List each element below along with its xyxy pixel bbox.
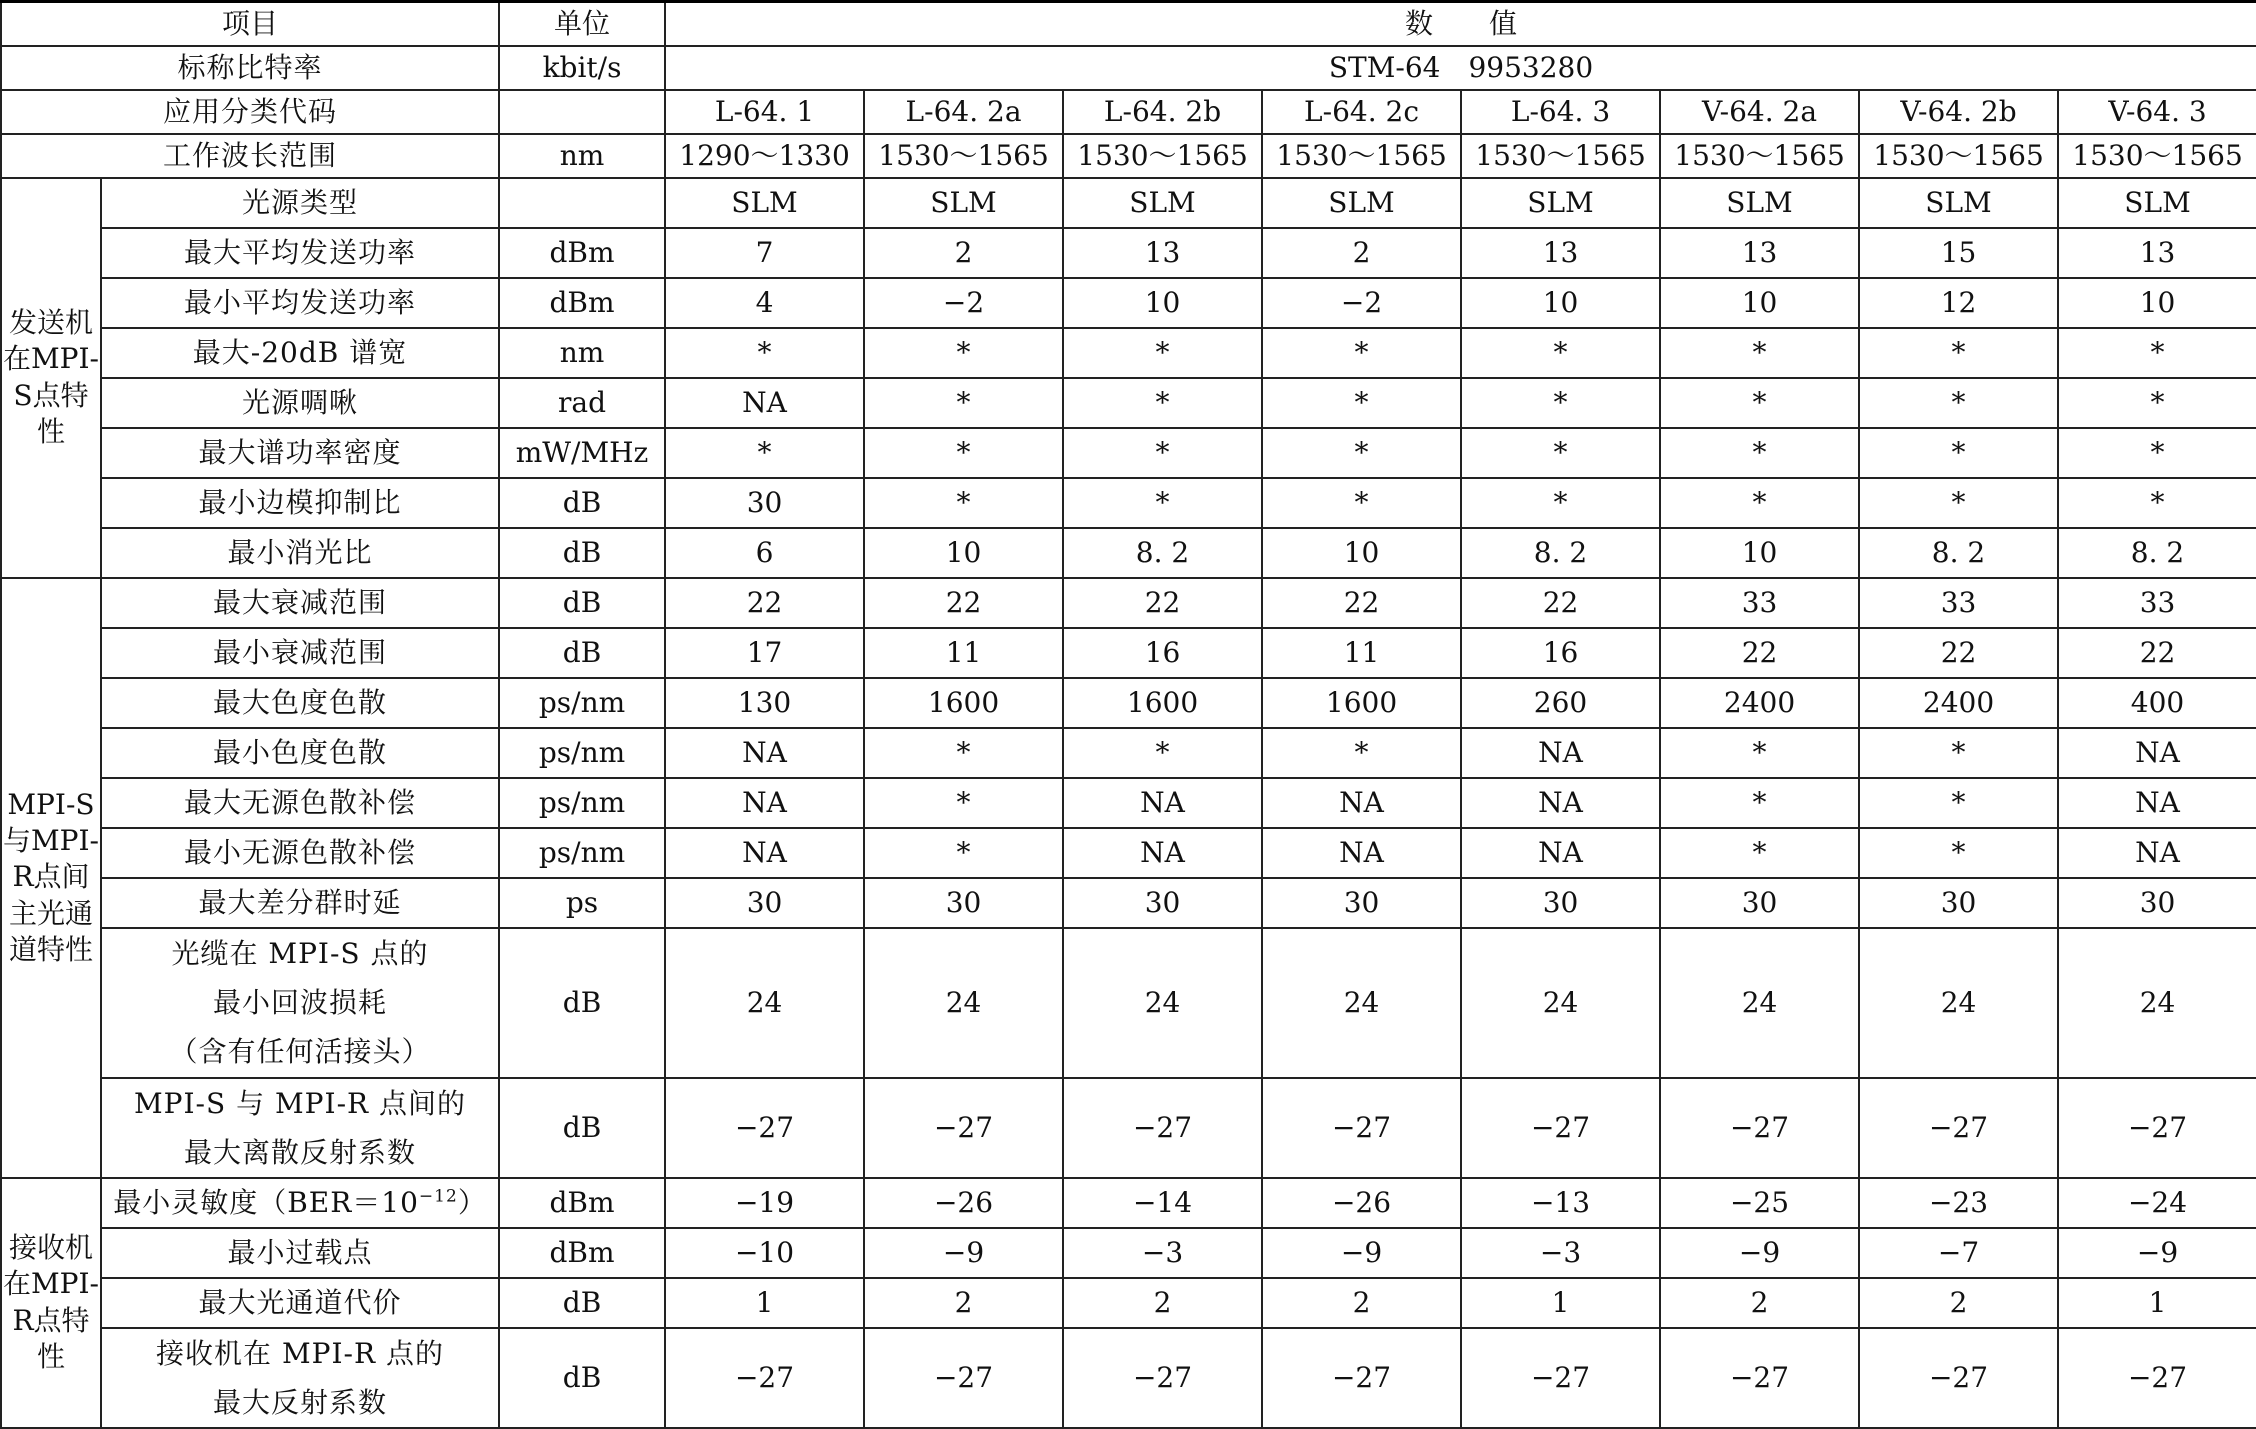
header-value: 数 值: [665, 2, 2256, 46]
value-cell: 12: [1859, 278, 2058, 328]
value-cell: L-64. 3: [1461, 90, 1660, 134]
value-cell: −27: [1859, 1078, 2058, 1178]
row-unit: [499, 178, 665, 228]
value-cell: NA: [1063, 778, 1262, 828]
spec-row: [1, 878, 2256, 928]
row-item: [101, 1178, 499, 1228]
wavelength-row: [1, 134, 2256, 178]
value-cell: 130: [665, 678, 864, 728]
value-cell: 8. 2: [1063, 528, 1262, 578]
value-cell: 1600: [864, 678, 1063, 728]
header-row: [1, 2, 2256, 46]
value-cell: L-64. 1: [665, 90, 864, 134]
value-cell: 16: [1063, 628, 1262, 678]
row-unit: ps/nm: [499, 778, 665, 828]
row-item: 最大光通道代价: [101, 1278, 499, 1328]
row-item: [101, 928, 499, 1078]
value-cell: 8. 2: [1461, 528, 1660, 578]
value-cell: 11: [1262, 628, 1461, 678]
value-cell: NA: [1461, 828, 1660, 878]
value-cell: 2: [1859, 1278, 2058, 1328]
spec-row: [1, 328, 2256, 378]
value-cell: 1600: [1262, 678, 1461, 728]
row-unit: rad: [499, 378, 665, 428]
row-item-sup: −12: [418, 1186, 458, 1207]
value-cell: *: [1859, 728, 2058, 778]
row-item: 最大谱功率密度: [101, 428, 499, 478]
value-cell: 1530～1565: [1660, 134, 1859, 178]
value-cell: 22: [864, 578, 1063, 628]
value-cell: 22: [1063, 578, 1262, 628]
value-cell: 11: [864, 628, 1063, 678]
spec-row: [1, 1228, 2256, 1278]
value-cell: 10: [1262, 528, 1461, 578]
header-item: 项目: [1, 2, 499, 46]
value-cell: 24: [1063, 928, 1262, 1078]
row-item: 最小衰减范围: [101, 628, 499, 678]
row-unit: dB: [499, 1078, 665, 1178]
value-cell: 2400: [1859, 678, 2058, 728]
value-cell: 2: [864, 1278, 1063, 1328]
spec-row: [1, 1178, 2256, 1228]
value-cell: *: [864, 428, 1063, 478]
row-item-line: MPI-S 与 MPI-R 点间的: [133, 1086, 467, 1120]
value-cell: −27: [1461, 1328, 1660, 1428]
row-item-line: （含有任何活接头）: [169, 1035, 431, 1068]
row-unit: ps/nm: [499, 728, 665, 778]
value-cell: 2: [1262, 228, 1461, 278]
value-cell: 400: [2058, 678, 2256, 728]
row-unit: mW/MHz: [499, 428, 665, 478]
value-cell: 13: [1461, 228, 1660, 278]
row-unit: dB: [499, 628, 665, 678]
value-cell: 30: [665, 878, 864, 928]
value-cell: 7: [665, 228, 864, 278]
value-cell: 10: [1461, 278, 1660, 328]
value-cell: 1: [665, 1278, 864, 1328]
row-item-pre: 最小灵敏度（BER＝10: [113, 1185, 419, 1219]
row-unit: ps: [499, 878, 665, 928]
value-cell: 33: [1859, 578, 2058, 628]
value-cell: L-64. 2a: [864, 90, 1063, 134]
value-cell: *: [1461, 478, 1660, 528]
value-cell: 10: [1660, 278, 1859, 328]
value-cell: −3: [1063, 1228, 1262, 1278]
value-cell: 1530～1565: [1859, 134, 2058, 178]
spec-row: [1, 628, 2256, 678]
value-cell: NA: [1461, 778, 1660, 828]
row-item-line: 光缆在 MPI-S 点的: [171, 937, 429, 970]
value-cell: *: [1262, 478, 1461, 528]
value-cell: −2: [1262, 278, 1461, 328]
group-label: MPI-S与MPI-R点间主光通道特性: [1, 578, 101, 1178]
spec-row: [1, 828, 2256, 878]
value-cell: −27: [665, 1078, 864, 1178]
row-item: 最大平均发送功率: [101, 228, 499, 278]
value-cell: *: [1660, 378, 1859, 428]
spec-row: [1, 1078, 2256, 1178]
row-item: 工作波长范围: [1, 134, 499, 178]
value-cell: *: [1660, 828, 1859, 878]
value-cell: 2: [1262, 1278, 1461, 1328]
value-cell: −26: [864, 1178, 1063, 1228]
bitrate-value: STM-64 9953280: [665, 46, 2256, 90]
value-cell: 33: [2058, 578, 2256, 628]
value-cell: *: [1660, 328, 1859, 378]
value-cell: −24: [2058, 1178, 2256, 1228]
value-cell: −9: [864, 1228, 1063, 1278]
value-cell: −27: [1262, 1328, 1461, 1428]
spec-row: [1, 528, 2256, 578]
value-cell: SLM: [665, 178, 864, 228]
value-cell: 22: [665, 578, 864, 628]
value-cell: 13: [1660, 228, 1859, 278]
value-cell: NA: [665, 778, 864, 828]
value-cell: *: [1063, 378, 1262, 428]
value-cell: −2: [864, 278, 1063, 328]
value-cell: 33: [1660, 578, 1859, 628]
spec-row: [1, 428, 2256, 478]
row-unit: nm: [499, 134, 665, 178]
spec-row: [1, 678, 2256, 728]
row-item: 最小消光比: [101, 528, 499, 578]
value-cell: 16: [1461, 628, 1660, 678]
value-cell: *: [1461, 378, 1660, 428]
row-item-post: ）: [457, 1185, 487, 1219]
row-item: 最大差分群时延: [101, 878, 499, 928]
value-cell: 30: [665, 478, 864, 528]
value-cell: *: [864, 728, 1063, 778]
value-cell: *: [665, 428, 864, 478]
value-cell: *: [2058, 428, 2256, 478]
row-unit: dBm: [499, 1228, 665, 1278]
row-item-line: 接收机在 MPI-R 点的: [156, 1336, 444, 1370]
value-cell: *: [1461, 328, 1660, 378]
spec-row: [1, 478, 2256, 528]
row-item: 最小边模抑制比: [101, 478, 499, 528]
value-cell: *: [1262, 728, 1461, 778]
value-cell: NA: [1262, 778, 1461, 828]
value-cell: 22: [1262, 578, 1461, 628]
value-cell: *: [1262, 428, 1461, 478]
value-cell: *: [1859, 378, 2058, 428]
value-cell: 30: [1859, 878, 2058, 928]
value-cell: −14: [1063, 1178, 1262, 1228]
row-item: 最小无源色散补偿: [101, 828, 499, 878]
value-cell: −27: [864, 1328, 1063, 1428]
row-item: [101, 1328, 499, 1428]
value-cell: −27: [1660, 1078, 1859, 1178]
row-item: 最小过载点: [101, 1228, 499, 1278]
group-label: 发送机在MPI-S点特性: [1, 178, 101, 578]
value-cell: 30: [1660, 878, 1859, 928]
row-unit: ps/nm: [499, 828, 665, 878]
spec-row: [1, 278, 2256, 328]
value-cell: *: [1859, 428, 2058, 478]
row-item: [101, 1078, 499, 1178]
row-item: 光源类型: [101, 178, 499, 228]
value-cell: 13: [1063, 228, 1262, 278]
value-cell: V-64. 3: [2058, 90, 2256, 134]
value-cell: −27: [1262, 1078, 1461, 1178]
value-cell: −26: [1262, 1178, 1461, 1228]
row-item-line: 最大离散反射系数: [184, 1135, 417, 1169]
value-cell: SLM: [864, 178, 1063, 228]
value-cell: 13: [2058, 228, 2256, 278]
value-cell: −27: [1859, 1328, 2058, 1428]
value-cell: 24: [1660, 928, 1859, 1078]
value-cell: NA: [2058, 828, 2256, 878]
spec-row: [1, 1278, 2256, 1328]
value-cell: 2400: [1660, 678, 1859, 728]
spec-row: [1, 578, 2256, 628]
value-cell: 30: [1262, 878, 1461, 928]
value-cell: SLM: [2058, 178, 2256, 228]
value-cell: *: [1262, 328, 1461, 378]
value-cell: *: [864, 778, 1063, 828]
row-unit: ps/nm: [499, 678, 665, 728]
value-cell: NA: [1063, 828, 1262, 878]
value-cell: −27: [2058, 1078, 2256, 1178]
spec-row: [1, 178, 2256, 228]
value-cell: SLM: [1262, 178, 1461, 228]
value-cell: *: [1859, 478, 2058, 528]
value-cell: NA: [2058, 728, 2256, 778]
value-cell: L-64. 2b: [1063, 90, 1262, 134]
value-cell: −25: [1660, 1178, 1859, 1228]
value-cell: 1530～1565: [1262, 134, 1461, 178]
group-label: 接收机在MPI-R点特性: [1, 1178, 101, 1428]
spec-row: [1, 1328, 2256, 1428]
value-cell: *: [665, 328, 864, 378]
value-cell: −27: [665, 1328, 864, 1428]
spec-row: [1, 228, 2256, 278]
spec-row: [1, 928, 2256, 1078]
spec-row: [1, 778, 2256, 828]
value-cell: 24: [2058, 928, 2256, 1078]
value-cell: −13: [1461, 1178, 1660, 1228]
value-cell: 2: [1063, 1278, 1262, 1328]
value-cell: 260: [1461, 678, 1660, 728]
value-cell: NA: [665, 828, 864, 878]
value-cell: *: [2058, 328, 2256, 378]
value-cell: −7: [1859, 1228, 2058, 1278]
value-cell: *: [1063, 478, 1262, 528]
row-unit: dBm: [499, 228, 665, 278]
value-cell: −9: [1262, 1228, 1461, 1278]
value-cell: 22: [1660, 628, 1859, 678]
row-item: 最小平均发送功率: [101, 278, 499, 328]
row-unit: dBm: [499, 1178, 665, 1228]
value-cell: *: [864, 328, 1063, 378]
code-row: [1, 90, 2256, 134]
value-cell: *: [1461, 428, 1660, 478]
value-cell: *: [2058, 378, 2256, 428]
value-cell: 2: [864, 228, 1063, 278]
row-item: 最大衰减范围: [101, 578, 499, 628]
value-cell: *: [1063, 728, 1262, 778]
value-cell: *: [1660, 728, 1859, 778]
value-cell: 10: [1063, 278, 1262, 328]
value-cell: SLM: [1063, 178, 1262, 228]
value-cell: *: [864, 828, 1063, 878]
row-unit: kbit/s: [499, 46, 665, 90]
value-cell: L-64. 2c: [1262, 90, 1461, 134]
row-unit: dB: [499, 928, 665, 1078]
value-cell: 30: [1063, 878, 1262, 928]
row-item: 最大无源色散补偿: [101, 778, 499, 828]
value-cell: SLM: [1660, 178, 1859, 228]
value-cell: 1: [1461, 1278, 1660, 1328]
value-cell: SLM: [1461, 178, 1660, 228]
value-cell: 8. 2: [1859, 528, 2058, 578]
row-unit: dB: [499, 578, 665, 628]
value-cell: *: [1660, 778, 1859, 828]
row-item-line: 最大反射系数: [213, 1385, 388, 1419]
value-cell: 30: [2058, 878, 2256, 928]
value-cell: −9: [2058, 1228, 2256, 1278]
spec-table-body: [1, 2, 2256, 1428]
row-item: 最大色度色散: [101, 678, 499, 728]
value-cell: 30: [1461, 878, 1660, 928]
value-cell: *: [2058, 478, 2256, 528]
value-cell: *: [1859, 828, 2058, 878]
value-cell: −27: [1461, 1078, 1660, 1178]
value-cell: V-64. 2a: [1660, 90, 1859, 134]
value-cell: *: [864, 378, 1063, 428]
value-cell: 8. 2: [2058, 528, 2256, 578]
value-cell: 22: [1859, 628, 2058, 678]
value-cell: NA: [665, 378, 864, 428]
spec-row: [1, 378, 2256, 428]
value-cell: NA: [1461, 728, 1660, 778]
value-cell: 24: [1859, 928, 2058, 1078]
value-cell: NA: [1262, 828, 1461, 878]
row-item-line: 最小回波损耗: [213, 986, 388, 1019]
value-cell: −19: [665, 1178, 864, 1228]
value-cell: −3: [1461, 1228, 1660, 1278]
row-unit: dB: [499, 478, 665, 528]
value-cell: SLM: [1859, 178, 2058, 228]
value-cell: −27: [1063, 1078, 1262, 1178]
value-cell: 22: [2058, 628, 2256, 678]
row-unit: dBm: [499, 278, 665, 328]
row-item: 最小色度色散: [101, 728, 499, 778]
value-cell: 1530～1565: [864, 134, 1063, 178]
value-cell: *: [1859, 778, 2058, 828]
row-unit: dB: [499, 528, 665, 578]
value-cell: 1530～1565: [1063, 134, 1262, 178]
value-cell: −27: [1063, 1328, 1262, 1428]
value-cell: −9: [1660, 1228, 1859, 1278]
value-cell: 6: [665, 528, 864, 578]
value-cell: *: [1859, 328, 2058, 378]
value-cell: 1530～1565: [1461, 134, 1660, 178]
row-unit: nm: [499, 328, 665, 378]
value-cell: *: [1262, 378, 1461, 428]
value-cell: −27: [864, 1078, 1063, 1178]
value-cell: 30: [864, 878, 1063, 928]
value-cell: 17: [665, 628, 864, 678]
value-cell: 1530～1565: [2058, 134, 2256, 178]
row-unit: dB: [499, 1278, 665, 1328]
value-cell: 24: [1262, 928, 1461, 1078]
bitrate-row: [1, 46, 2256, 90]
value-cell: 10: [2058, 278, 2256, 328]
row-unit: [499, 90, 665, 134]
value-cell: 2: [1660, 1278, 1859, 1328]
value-cell: 24: [1461, 928, 1660, 1078]
value-cell: 1290～1330: [665, 134, 864, 178]
row-item: 应用分类代码: [1, 90, 499, 134]
value-cell: 24: [665, 928, 864, 1078]
row-unit: dB: [499, 1328, 665, 1428]
value-cell: 22: [1461, 578, 1660, 628]
value-cell: *: [864, 478, 1063, 528]
value-cell: 1600: [1063, 678, 1262, 728]
value-cell: *: [1660, 428, 1859, 478]
value-cell: −27: [1660, 1328, 1859, 1428]
row-item: 最大-20dB 谱宽: [101, 328, 499, 378]
row-item: 标称比特率: [1, 46, 499, 90]
value-cell: *: [1063, 328, 1262, 378]
spec-row: [1, 728, 2256, 778]
value-cell: 1: [2058, 1278, 2256, 1328]
value-cell: −27: [2058, 1328, 2256, 1428]
value-cell: 24: [864, 928, 1063, 1078]
value-cell: *: [1660, 478, 1859, 528]
value-cell: NA: [2058, 778, 2256, 828]
value-cell: *: [1063, 428, 1262, 478]
header-unit: 单位: [499, 2, 665, 46]
row-item: 光源啁啾: [101, 378, 499, 428]
value-cell: −10: [665, 1228, 864, 1278]
value-cell: −23: [1859, 1178, 2058, 1228]
value-cell: NA: [665, 728, 864, 778]
value-cell: 4: [665, 278, 864, 328]
value-cell: 10: [864, 528, 1063, 578]
value-cell: 10: [1660, 528, 1859, 578]
value-cell: V-64. 2b: [1859, 90, 2058, 134]
value-cell: 15: [1859, 228, 2058, 278]
